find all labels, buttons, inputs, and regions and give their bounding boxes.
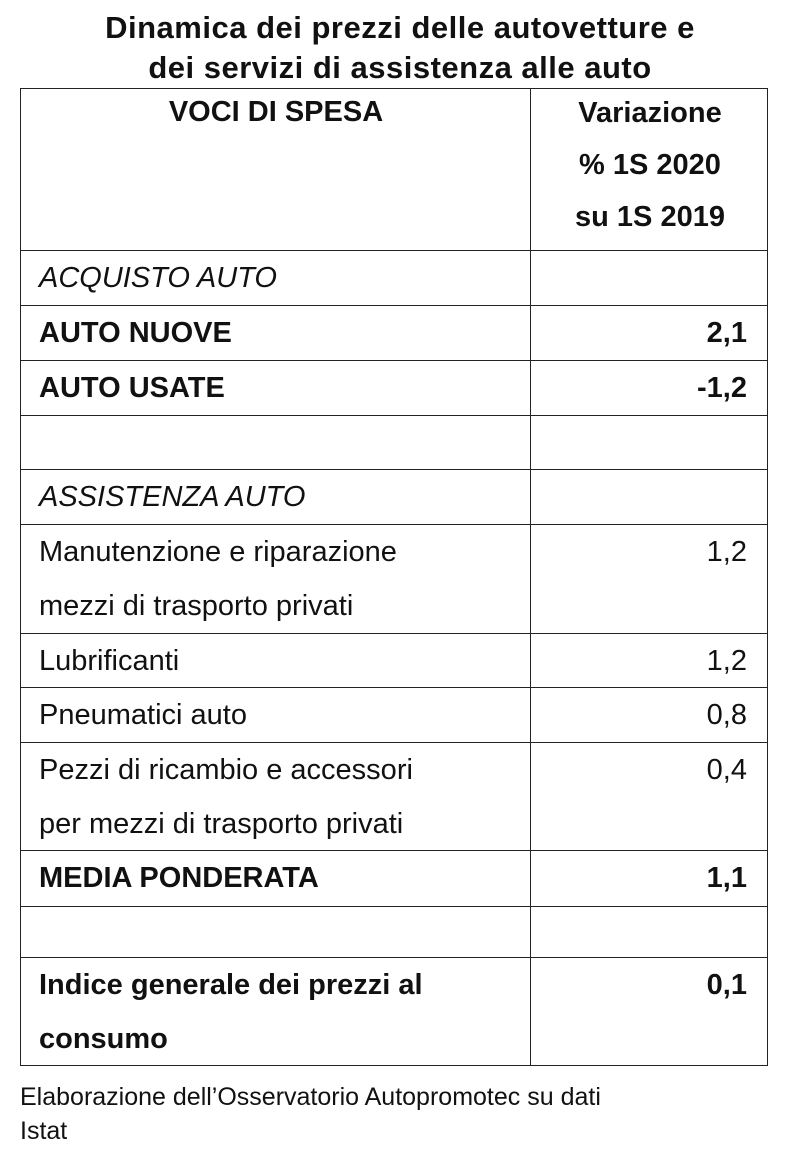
row-value-auto-usate: -1,2 bbox=[697, 372, 747, 404]
table-row-empty bbox=[21, 416, 767, 470]
row-label-pezzi-line-2: per mezzi di trasporto privati bbox=[39, 808, 404, 840]
price-table bbox=[20, 88, 768, 1066]
section-label-assistenza-auto: ASSISTENZA AUTO bbox=[39, 481, 306, 513]
row-value-indice-generale: 0,1 bbox=[706, 969, 747, 1001]
row-label-pneumatici: Pneumatici auto bbox=[39, 699, 247, 731]
title-line-2: dei servizi di assistenza alle auto bbox=[148, 50, 652, 85]
header-variazione-line-2: % 1S 2020 bbox=[579, 149, 721, 181]
caption-line-2: Istat bbox=[20, 1117, 68, 1145]
table-row-assistenza-auto bbox=[21, 470, 767, 525]
header-variazione-line-1: Variazione bbox=[578, 97, 722, 129]
row-value-pneumatici: 0,8 bbox=[706, 699, 747, 731]
source-caption bbox=[20, 1080, 790, 1148]
row-value-pezzi: 0,4 bbox=[706, 754, 747, 786]
row-value-auto-nuove: 2,1 bbox=[706, 317, 747, 349]
section-label-acquisto-auto: ACQUISTO AUTO bbox=[39, 262, 277, 294]
table-row-lubrificanti bbox=[21, 634, 767, 688]
row-value-lubrificanti: 1,2 bbox=[706, 645, 747, 677]
row-label-auto-nuove: AUTO NUOVE bbox=[39, 317, 232, 349]
table-row-auto-nuove bbox=[21, 306, 767, 361]
row-value-manutenzione: 1,2 bbox=[706, 536, 747, 568]
row-label-pezzi-line-1: Pezzi di ricambio e accessori bbox=[39, 754, 413, 786]
row-label-lubrificanti: Lubrificanti bbox=[39, 645, 180, 677]
table-row-manutenzione bbox=[21, 525, 767, 634]
table-row-indice-generale bbox=[21, 958, 767, 1067]
table-header-row bbox=[21, 89, 767, 251]
table-row-pneumatici bbox=[21, 688, 767, 743]
table-row-pezzi-di-ricambio bbox=[21, 743, 767, 851]
row-value-media-ponderata: 1,1 bbox=[706, 862, 747, 894]
table-title bbox=[0, 8, 800, 88]
row-label-indice-line-2: consumo bbox=[39, 1023, 168, 1055]
header-voci-di-spesa: VOCI DI SPESA bbox=[168, 96, 384, 128]
title-line-1: Dinamica dei prezzi delle autovetture e bbox=[105, 10, 695, 45]
row-label-media-ponderata: MEDIA PONDERATA bbox=[39, 862, 319, 894]
table-row-acquisto-auto bbox=[21, 251, 767, 306]
row-label-indice-line-1: Indice generale dei prezzi al bbox=[39, 969, 423, 1001]
caption-line-1: Elaborazione dell’Osservatorio Autopromotec su dati bbox=[20, 1083, 601, 1111]
row-label-manutenzione-line-2: mezzi di trasporto privati bbox=[39, 590, 354, 622]
table-row-media-ponderata bbox=[21, 851, 767, 907]
table-row-empty bbox=[21, 907, 767, 958]
header-variazione-line-3: su 1S 2019 bbox=[575, 201, 725, 233]
row-label-manutenzione-line-1: Manutenzione e riparazione bbox=[39, 536, 397, 568]
row-label-auto-usate: AUTO USATE bbox=[39, 372, 225, 404]
table-row-auto-usate bbox=[21, 361, 767, 416]
